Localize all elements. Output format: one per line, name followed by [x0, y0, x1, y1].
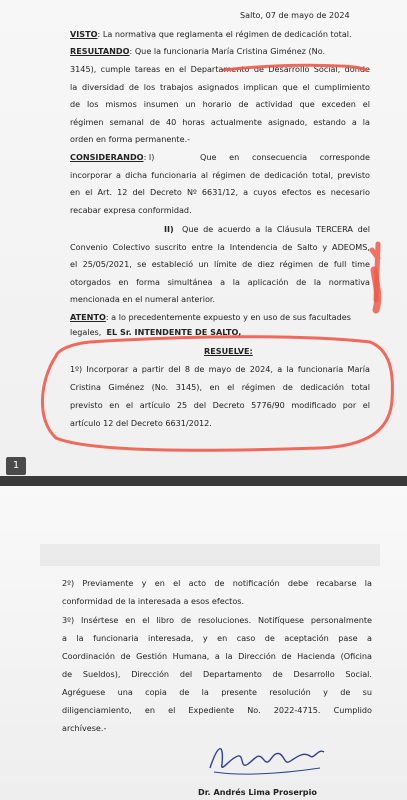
document-date: Salto, 07 de mayo de 2024 [240, 10, 350, 20]
resuelve-3-line-5: Agréguese una copia de la presente resolución y de su [62, 687, 372, 697]
resuelve-3-line-4: de Sueldos), Dirección del Departamento de Desarrollo Social. [62, 669, 372, 679]
resuelve-3-line-6: diligenciamiento, en el Expediente No. 2022-4715. Cumplido [62, 705, 372, 715]
resuelve-line-1: 1º) Incorporar a partir del 8 de mayo de 2024, a la funcionaria María [70, 364, 370, 374]
considerando-i-line-3: en el Art. 12 del Decreto Nº 6631/12, a cuyos efectos es necesario [70, 187, 370, 197]
signer-name: Dr. Andrés Lima Proserpio [198, 787, 317, 797]
page-separator [0, 476, 407, 486]
document-page-2 [0, 486, 407, 800]
resultando-label: RESULTANDO [70, 46, 130, 56]
resultando-line-1: RESULTANDO: Que la funcionaria María Cristina Giménez (No. [70, 46, 326, 56]
considerando-ii-line-5: mencionada en el numeral anterior. [70, 294, 216, 304]
visto-label: VISTO [70, 29, 98, 39]
atento-line-2: legales, EL Sr. INTENDENTE DE SALTO, [70, 327, 242, 337]
resuelve-3-line-1: 3º) Insértese en el libro de resoluciones. Notifíquese personalmente [62, 615, 372, 625]
resuelve-2-line-1: 2º) Previamente y en el acto de notificación debe recabarse la [62, 578, 372, 588]
resuelve-3-line-2: a la funcionaria interesada, y en caso de aceptación pase a [62, 633, 372, 643]
considerando-ii-line-4: otorgados en forma simultánea a la aplicación de la normativa [70, 277, 370, 287]
resultando-line-3: la diversidad de los trabajos asignados implican que el cumplimiento [70, 82, 370, 92]
resultando-line-2: 3145), cumple tareas en el Departamento de Desarrollo Social, donde [70, 64, 370, 74]
considerando-ii-line-3: el 25/05/2021, se estableció un límite de diez régimen de full time [70, 259, 370, 269]
resultando-line-4: de los mismos insumen un horario de actividad que exceden el [70, 99, 370, 109]
considerando-label: CONSIDERANDO [70, 152, 144, 162]
atento-line-1: ATENTO: a lo precedentemente expuesto y en uso de sus facultades [70, 312, 351, 322]
handwritten-signature [200, 734, 340, 784]
resuelve-line-4: artículo 12 del Decreto 6631/2012. [70, 418, 212, 428]
atento-label: ATENTO [70, 312, 106, 322]
considerando-ii-line-1: Que de acuerdo a la Cláusula TERCERA del [182, 224, 370, 234]
considerando-i-line-2: incorporar a dicha funcionaria al régimen de dedicación total, previsto [70, 170, 370, 180]
resuelve-3-line-3: Coordinación de Gestión Humana, a la Dirección de Hacienda (Oficina [62, 651, 372, 661]
visto-text: : La normativa que reglamenta el régimen de dedicación total. [97, 29, 352, 39]
resuelve-line-2: Cristina Giménez (No. 3145), en el régimen de dedicación total [70, 382, 370, 392]
resuelve-3-line-7: archívese.- [62, 723, 107, 733]
considerando-label-line: CONSIDERANDO: I) [70, 152, 155, 162]
resuelve-heading: RESUELVE: [204, 346, 253, 356]
resultando-line-5: régimen semanal de 40 horas actualmente asignado, estando a la [70, 117, 370, 127]
resuelve-2-line-2: conformidad de la interesada a esos efectos. [62, 596, 245, 606]
resultando-line-6: orden en forma permanente.- [70, 134, 191, 144]
resuelve-line-3: previsto en el artículo 25 del Decreto 5776/90 modificado por el [70, 400, 370, 410]
considerando-i-line-4: recabar expresa conformidad. [70, 205, 192, 215]
page-number-badge[interactable]: 1 [6, 457, 26, 475]
considerando-ii-marker: II) [164, 224, 174, 234]
considerando-i-line-1: Que en consecuencia corresponde [200, 152, 370, 162]
intendente-heading: EL Sr. INTENDENTE DE SALTO, [106, 327, 242, 337]
bleed-through-area [40, 544, 380, 566]
considerando-ii-line-2: Convenio Colectivo suscrito entre la Intendencia de Salto y ADEOMS, [70, 242, 370, 252]
visto-paragraph [70, 29, 352, 40]
